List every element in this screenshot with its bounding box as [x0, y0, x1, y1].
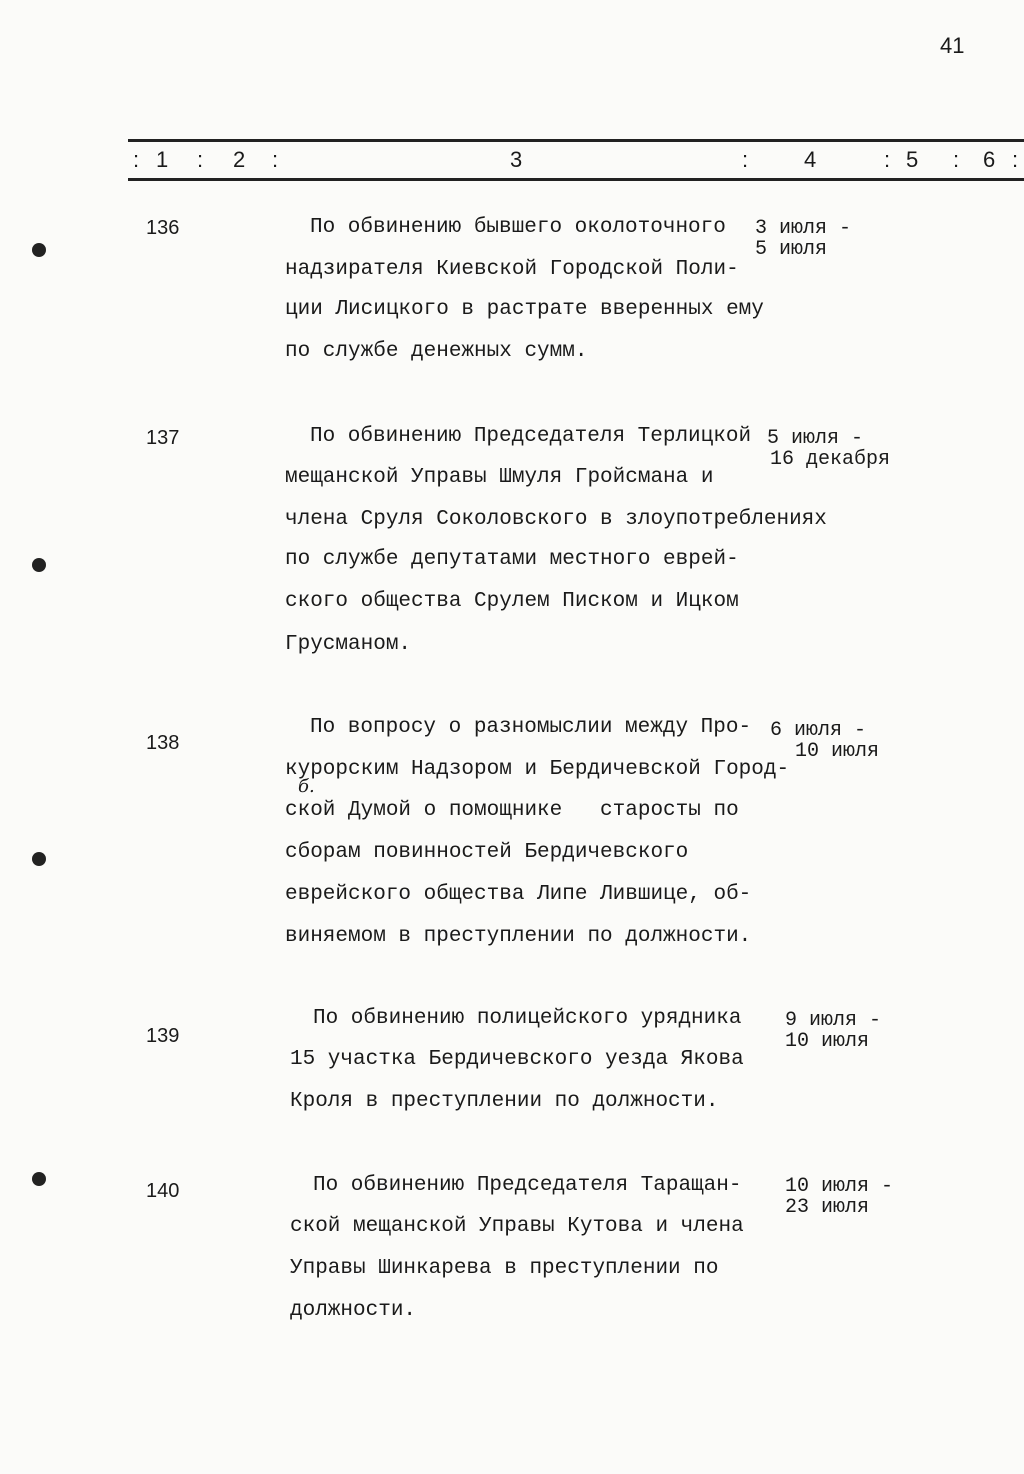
entry-description-line: мещанской Управы Шмуля Гройсмана и	[285, 466, 714, 489]
entry-description-line: По обвинению полицейского урядника	[313, 1007, 742, 1030]
entry-description-line: ской Думой о помощнике старосты по	[285, 799, 739, 822]
entry-description-line: ской мещанской Управы Кутова и члена	[290, 1215, 744, 1238]
entry-description-line: сборам повинностей Бердичевского	[285, 841, 689, 864]
column-header-10: :	[953, 147, 960, 172]
entry-date: 9 июля -	[785, 1009, 882, 1032]
column-header-1: 1	[156, 147, 169, 172]
entry-description-line: Грусманом.	[285, 633, 412, 656]
entry-date: 5 июля -	[767, 427, 864, 450]
entry-description-line: по службе денежных сумм.	[285, 340, 588, 363]
entry-date: 5 июля	[755, 238, 828, 261]
entry-description-line: еврейского общества Липе Лившице, об-	[285, 883, 752, 906]
entry-description-line: ции Лисицкого в растрате вверенных ему	[285, 298, 764, 321]
entry-number: 137	[146, 427, 180, 449]
entry-date: 6 июля -	[770, 719, 867, 742]
column-header-11: 6	[983, 147, 996, 172]
header-rule-top	[128, 139, 1024, 142]
column-header-7: 4	[804, 147, 817, 172]
punch-hole-mark	[32, 243, 46, 257]
entry-description-line: должности.	[290, 1299, 417, 1322]
entry-description-line: Управы Шинкарева в преступлении по	[290, 1257, 719, 1280]
entry-number: 140	[146, 1180, 180, 1202]
punch-hole-mark	[32, 1172, 46, 1186]
entry-description-line: члена Сруля Соколовского в злоупотреблениях	[285, 508, 827, 531]
column-header-8: :	[884, 147, 891, 172]
column-header-5: 3	[510, 147, 523, 172]
column-header-12: :	[1012, 147, 1019, 172]
entry-description-line: По обвинению бывшего околоточного	[310, 216, 726, 239]
entry-date: 10 июля	[785, 1030, 870, 1053]
entry-description-line: Кроля в преступлении по должности.	[290, 1090, 719, 1113]
column-header-2: :	[197, 147, 204, 172]
entry-description-line: виняемом в преступлении по должности.	[285, 925, 752, 948]
handwritten-annotation: б.	[298, 776, 315, 797]
entry-number: 139	[146, 1025, 180, 1047]
column-header-6: :	[742, 147, 749, 172]
punch-hole-mark	[32, 558, 46, 572]
column-header-9: 5	[906, 147, 919, 172]
entry-description-line: 15 участка Бердичевского уезда Якова	[290, 1048, 744, 1071]
entry-date: 3 июля -	[755, 217, 852, 240]
entry-description-line: по службе депутатами местного еврей-	[285, 548, 739, 571]
column-header-0: :	[133, 147, 140, 172]
entry-description-line: надзирателя Киевской Городской Поли-	[285, 258, 739, 281]
entry-date: 16 декабря	[770, 448, 891, 471]
entry-description-line: курорским Надзором и Бердичевской Город-	[285, 758, 790, 781]
punch-hole-mark	[32, 852, 46, 866]
entry-description-line: По обвинению Председателя Таращан-	[313, 1174, 742, 1197]
entry-date: 10 июля	[795, 740, 880, 763]
entry-number: 138	[146, 732, 180, 754]
entry-date: 23 июля	[785, 1196, 870, 1219]
page-number: 41	[940, 33, 965, 58]
entry-description-line: По обвинению Председателя Терлицкой	[310, 425, 752, 448]
header-rule-bottom	[128, 178, 1024, 181]
entry-date: 10 июля -	[785, 1175, 894, 1198]
entry-description-line: По вопросу о разномыслии между Про-	[310, 716, 752, 739]
entry-number: 136	[146, 217, 180, 239]
entry-description-line: ского общества Срулем Писком и Ицком	[285, 590, 739, 613]
column-header-4: :	[272, 147, 279, 172]
column-header-3: 2	[233, 147, 246, 172]
